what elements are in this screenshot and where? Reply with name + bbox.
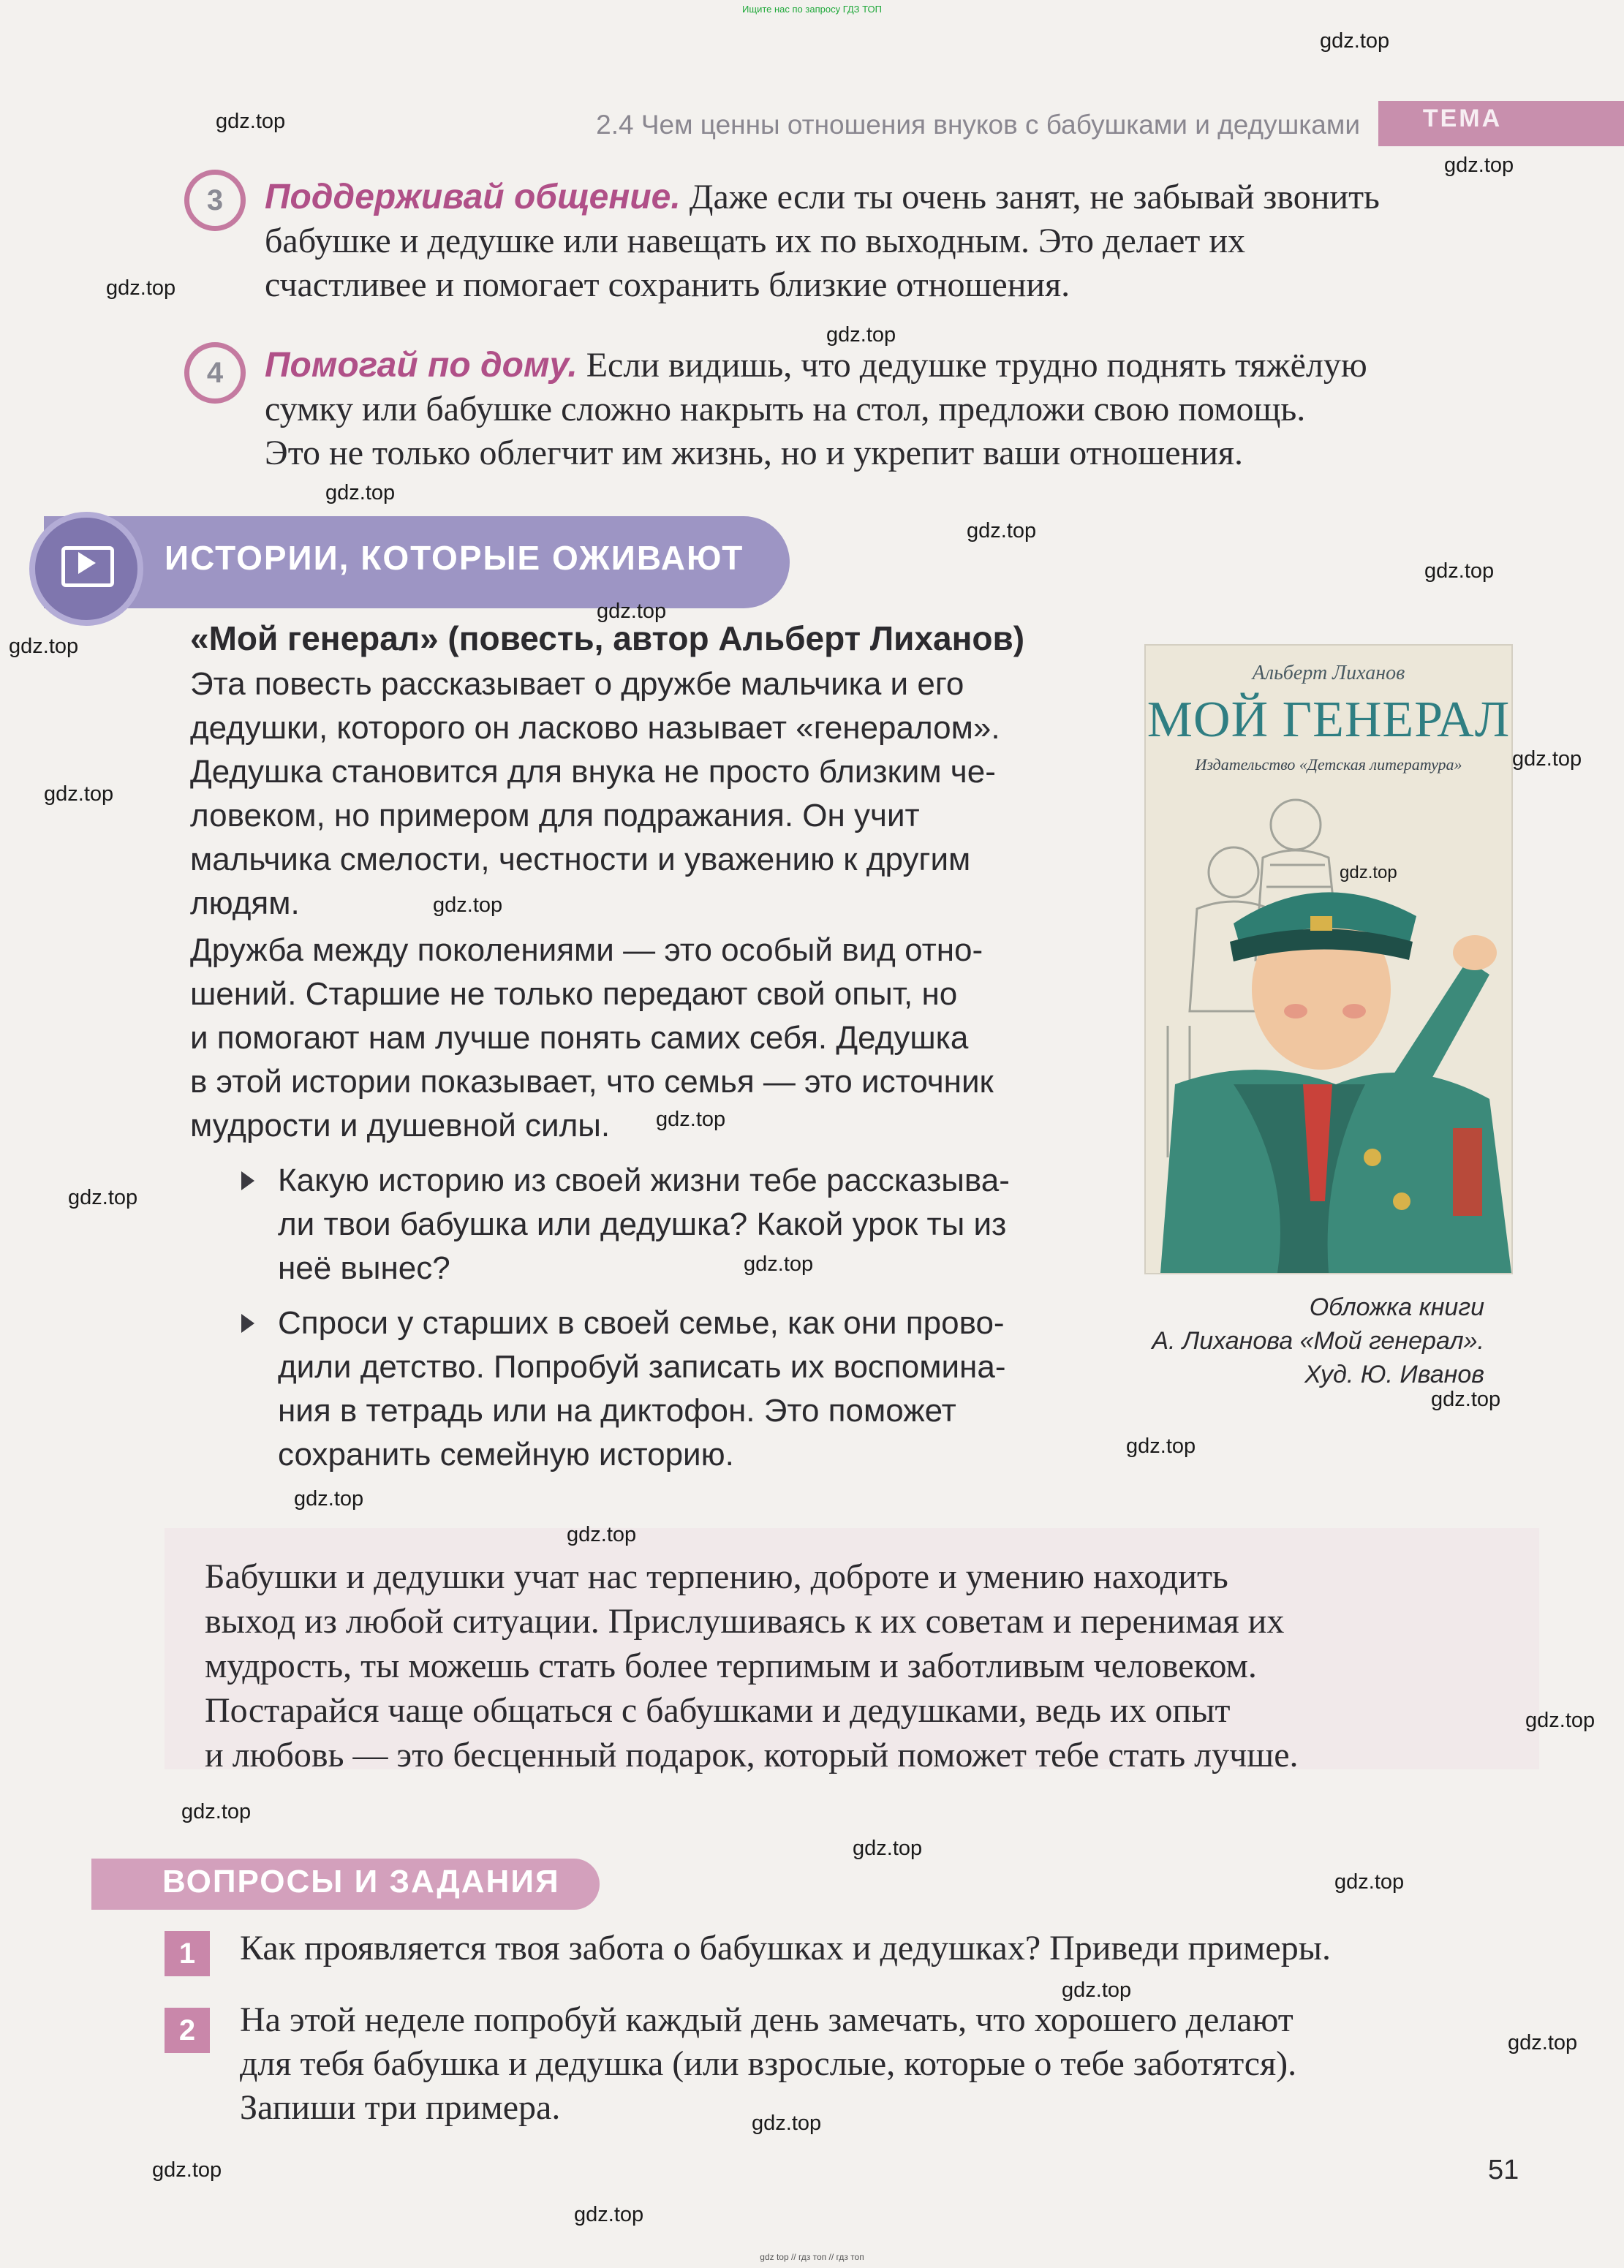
watermark: gdz.top [1062, 1978, 1132, 2002]
story-p2-line: в этой истории показывает, что семья — это источник [190, 1064, 994, 1100]
story-p1-line: людям. [190, 885, 300, 921]
task-line: Запиши три примера. [240, 2088, 561, 2127]
watermark: gdz.top [152, 2158, 222, 2182]
book-title: «Мой генерал» (повесть, автор Альберт Лиханов) [190, 619, 1025, 657]
watermark: gdz.top [752, 2112, 822, 2135]
story-paragraph-1 [190, 662, 1097, 926]
cover-publisher: Издательство «Детская литература» [1195, 755, 1462, 774]
story-question-line: Спроси у старших в своей семье, как они прово- [278, 1305, 1005, 1341]
watermark: gdz.top [325, 481, 396, 504]
closing-line: мудрость, ты можешь стать более терпимым и заботливым человеком. [205, 1647, 1257, 1685]
tip-number-3: 3 [184, 170, 246, 231]
watermark: gdz.top [106, 276, 176, 300]
watermark: gdz.top [826, 323, 896, 347]
story-p1-line: мальчика смелости, честности и уважению к другим [190, 842, 971, 877]
story-question-line: Какую историю из своей жизни тебе рассказыва- [278, 1163, 1010, 1198]
story-p2-line: и помогают нам лучше понять самих себя. Дедушка [190, 1020, 969, 1056]
story-p2-line: Дружба между поколениями — это особый вид отно- [190, 932, 983, 968]
watermark: gdz.top [44, 782, 114, 806]
watermark: gdz.top [9, 635, 79, 658]
watermark: gdz.top [1334, 1870, 1405, 1894]
caption-line: А. Лиханова «Мой генерал». [1152, 1327, 1484, 1355]
top-notice: Ищите нас по запросу ГДЗ ТОП [742, 4, 882, 15]
watermark: gdz.top [567, 1523, 637, 1546]
closing-line: выход из любой ситуации. Прислушиваясь к их советам и перенимая их [205, 1602, 1285, 1641]
task-2 [240, 1998, 1512, 2130]
tip-3-lead: Поддерживай общение. [265, 178, 681, 216]
tip-3-line-2: бабушке и дедушке или навещать их по выходным. Это делает их [265, 222, 1245, 260]
watermark: gdz.top [1431, 1388, 1501, 1411]
story-p2-line: шений. Старшие не только передают свой опыт, но [190, 976, 958, 1012]
tip-number-4: 4 [184, 342, 246, 404]
story-p2-line: мудрости и душевной силы. [190, 1108, 611, 1144]
story-p1-line: ловеком, но примером для подражания. Он учит [190, 798, 920, 834]
caption-line: Худ. Ю. Иванов [1304, 1361, 1484, 1388]
watermark: gdz.top [1320, 29, 1390, 53]
watermark: gdz.top [853, 1837, 923, 1860]
watermark: gdz.top [181, 1800, 252, 1823]
watermark: gdz.top [744, 1252, 814, 1276]
story-p1-line: Дедушка становится для внука не просто близким че- [190, 754, 996, 790]
watermark: gdz.top [597, 600, 667, 623]
questions-banner-title: ВОПРОСЫ И ЗАДАНИЯ [162, 1864, 560, 1900]
watermark: gdz.top [1525, 1709, 1595, 1732]
watermark: gdz.top [216, 110, 286, 133]
page-number: 51 [1488, 2155, 1519, 2185]
story-question-line: ли твои бабушка или дедушка? Какой урок ты из [278, 1206, 1007, 1242]
watermark: gdz.top [1444, 154, 1514, 177]
task-number-2: 2 [165, 2008, 210, 2053]
closing-line: и любовь — это бесценный подарок, который поможет тебе стать лучше. [205, 1736, 1299, 1774]
watermark: gdz.top [1508, 2031, 1578, 2055]
tip-4-line-1: Если видишь, что дедушке трудно поднять тяжёлую [577, 346, 1367, 385]
stories-banner-title: ИСТОРИИ, КОТОРЫЕ ОЖИВАЮТ [165, 539, 744, 577]
tip-3-line-3: счастливее и помогает сохранить близкие отношения. [265, 265, 1070, 304]
cover-caption [1097, 1290, 1484, 1391]
watermark: gdz.top [1126, 1434, 1196, 1458]
task-line: На этой неделе попробуй каждый день замечать, что хорошего делают [240, 2000, 1293, 2039]
closing-paragraph [205, 1554, 1511, 1777]
cover-author: Альберт Лиханов [1252, 662, 1405, 684]
story-question-line: ния в тетрадь или на диктофон. Это поможет [278, 1393, 956, 1429]
caption-line: Обложка книги [1309, 1293, 1484, 1321]
task-number-1: 1 [165, 1931, 210, 1976]
watermark: gdz.top [294, 1487, 364, 1511]
watermark: gdz.top [1340, 863, 1397, 882]
story-question-line: сохранить семейную историю. [278, 1437, 734, 1473]
bullet-icon [241, 1171, 254, 1190]
closing-line: Постарайся чаще общаться с бабушками и дедушками, ведь их опыт [205, 1691, 1231, 1730]
tip-4-line-2: сумку или бабушке сложно накрыть на стол, предложи свою помощь. [265, 390, 1306, 428]
story-question-1 [278, 1159, 1097, 1290]
watermark: gdz.top [656, 1108, 726, 1131]
bottom-notice: gdz top // гдз топ // гдз топ [760, 2252, 864, 2262]
cover-title: МОЙ ГЕНЕРАЛ [1147, 692, 1511, 748]
watermark: gdz.top [967, 519, 1037, 543]
watermark: gdz.top [433, 893, 503, 917]
tema-tab-label: ТЕМА [1422, 105, 1503, 132]
task-line: для тебя бабушка и дедушка (или взрослые, которые о тебе заботятся). [240, 2044, 1297, 2083]
closing-line: Бабушки и дедушки учат нас терпению, доброте и умению находить [205, 1557, 1228, 1596]
tip-3-line-1: Даже если ты очень занят, не забывай звонить [680, 178, 1380, 216]
watermark: gdz.top [1424, 559, 1495, 583]
tip-3 [265, 175, 1511, 307]
play-icon [78, 552, 96, 574]
story-question-2 [278, 1301, 1097, 1477]
bullet-icon [241, 1314, 254, 1333]
watermark: gdz.top [68, 1186, 138, 1209]
watermark: gdz.top [574, 2203, 644, 2226]
tip-4-lead: Помогай по дому. [265, 346, 578, 385]
task-line: Как проявляется твоя забота о бабушках и дедушках? Приведи примеры. [240, 1929, 1331, 1968]
story-paragraph-2 [190, 929, 1097, 1148]
story-question-line: дили детство. Попробуй записать их воспомина- [278, 1349, 1006, 1385]
story-p1-line: дедушки, которого он ласково называет «генералом». [190, 710, 1000, 746]
watermark: gdz.top [1512, 747, 1582, 771]
book-cover-image [1144, 644, 1513, 1274]
tip-4 [265, 344, 1511, 475]
tip-4-line-3: Это не только облегчит им жизнь, но и укрепит ваши отношения. [265, 434, 1243, 472]
story-question-line: неё вынес? [278, 1250, 450, 1286]
running-head: 2.4 Чем ценны отношения внуков с бабушками и дедушками [596, 110, 1360, 140]
task-1 [240, 1927, 1512, 1970]
story-p1-line: Эта повесть рассказывает о дружбе мальчика и его [190, 666, 964, 702]
